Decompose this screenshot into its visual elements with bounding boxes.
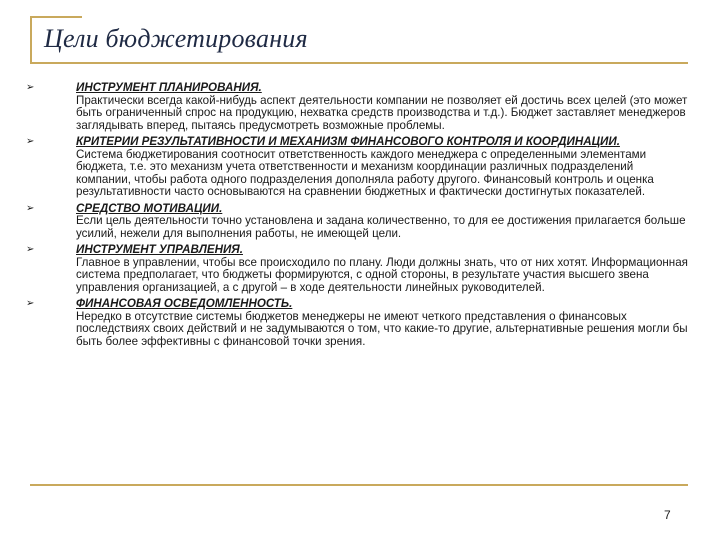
slide-title: Цели бюджетирования bbox=[44, 24, 308, 53]
list-item bbox=[0, 136, 720, 199]
arrow-bullet-icon: ➢ bbox=[26, 136, 35, 147]
item-heading: ИНСТРУМЕНТ УПРАВЛЕНИЯ. bbox=[76, 243, 243, 256]
arrow-bullet-icon: ➢ bbox=[26, 82, 35, 93]
footer-divider bbox=[30, 484, 688, 486]
list-item bbox=[0, 298, 720, 348]
list-item bbox=[0, 203, 720, 241]
item-heading: ФИНАНСОВАЯ ОСВЕДОМЛЕННОСТЬ. bbox=[76, 297, 293, 310]
item-heading: КРИТЕРИИ РЕЗУЛЬТАТИВНОСТИ И МЕХАНИЗМ ФИНАНСОВОГО КОНТРОЛЯ И КООРДИНАЦИИ. bbox=[76, 135, 620, 148]
page-number: 7 bbox=[664, 508, 671, 522]
item-body: Главное в управлении, чтобы все происходило по плану. Люди должны знать, что от них хотят. Информационная система предполагает, что бюджеты формируются, с одной стороны, в результате участия высшего звена управления организацией, а с другой – в ходе деятельности линейных руководителей. bbox=[76, 255, 688, 294]
bullet-list bbox=[0, 82, 720, 352]
title-divider bbox=[30, 62, 688, 64]
arrow-bullet-icon: ➢ bbox=[26, 202, 35, 214]
frame-corner-vertical bbox=[30, 16, 32, 64]
list-item bbox=[0, 82, 720, 132]
item-body: Нередко в отсутствие системы бюджетов менеджеры не имеют четкого представления о финансовых последствиях своих действий и не задумываются о том, что какие-то другие, альтернативные решения могли бы быть более эффективны с финансовой точки зрения. bbox=[76, 309, 688, 348]
item-body: Система бюджетирования соотносит ответственность каждого менеджера с определенными элементами бюджета, т.е. это механизм учета ответственности и механизм координации различных подразделений компании, чтобы работа одного подразделения дополняла работу другого. Финансовый контроль и оценка результативности часто основываются на сравнении бюджетных и фактически достигнутых показателей. bbox=[76, 147, 654, 198]
arrow-bullet-icon: ➢ bbox=[26, 244, 35, 255]
item-body: Если цель деятельности точно установлена и задана количественно, то для ее достижения прилагается больше усилий, нежели для выполнения работы, не имеющей цели. bbox=[76, 214, 686, 240]
item-heading: ИНСТРУМЕНТ ПЛАНИРОВАНИЯ. bbox=[76, 81, 262, 94]
item-heading: СРЕДСТВО МОТИВАЦИИ. bbox=[76, 201, 223, 215]
frame-corner-horizontal bbox=[30, 16, 82, 18]
arrow-bullet-icon: ➢ bbox=[26, 298, 35, 309]
list-item bbox=[0, 244, 720, 294]
item-body: Практически всегда какой-нибудь аспект деятельности компании не позволяет ей достичь всех целей (это может быть ограниченный спрос на продукцию, нехватка средств производства и т.д.). Бюджет заставляет менеджеров заглядывать вперед, пытаясь предусмотреть возможные проблемы. bbox=[76, 93, 688, 132]
